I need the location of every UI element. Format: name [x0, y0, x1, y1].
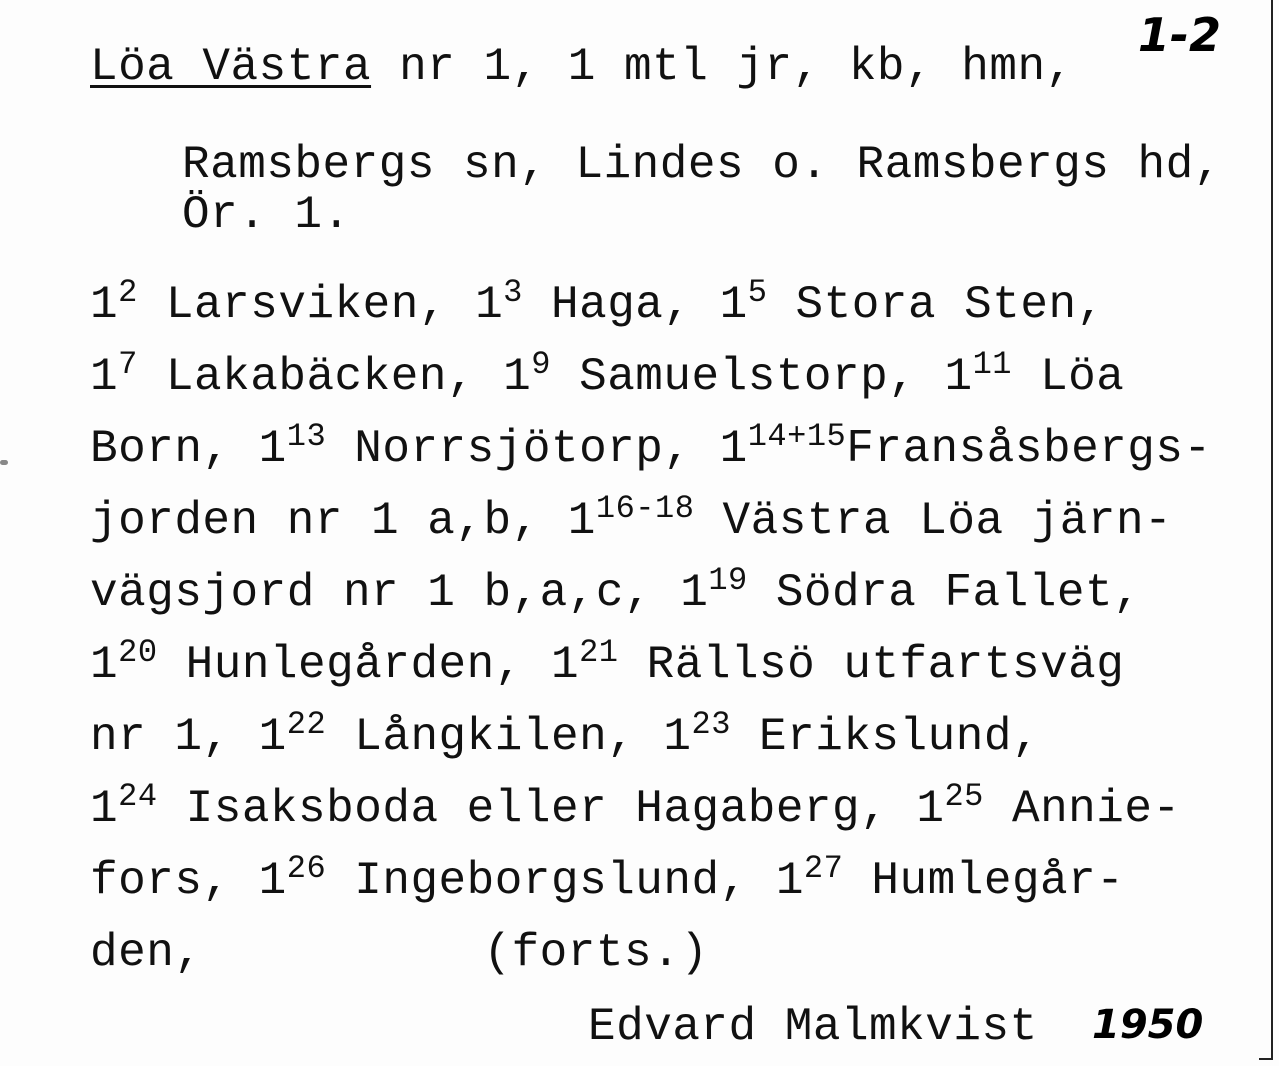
subdivision-line: [90, 778, 1181, 835]
subdivision-text: jorden nr 1 a,b, 1: [90, 495, 596, 547]
subdivision-text: Samuelstorp, 1: [550, 351, 973, 403]
subdivision-line: [90, 927, 709, 979]
subdivision-line: [90, 706, 1041, 763]
subdivision-text: 1: [90, 783, 119, 835]
subdivision-line: [90, 634, 1125, 691]
subdivision-number: 27: [803, 850, 844, 887]
subdivision-line: [90, 490, 1173, 547]
subdivision-number: 24: [118, 778, 158, 815]
subdivision-text: nr 1, 1: [90, 711, 287, 763]
subdivision-line: [90, 346, 1125, 403]
subdivision-text: Erikslund,: [730, 711, 1041, 763]
subdivision-number: 21: [579, 634, 619, 671]
subdivision-text: Hunlegården, 1: [157, 639, 580, 691]
subdivision-number: 22: [286, 706, 327, 743]
county-line: Ör. 1.: [182, 189, 351, 241]
subdivision-text: Södra Fallet,: [747, 567, 1142, 619]
card-edge: [1271, 0, 1273, 1060]
subdivision-text: Isaksboda eller Hagaberg, 1: [157, 783, 945, 835]
subdivision-number: 25: [944, 778, 984, 815]
subdivision-text: 1: [90, 279, 119, 331]
subdivision-text: Haga, 1: [522, 279, 748, 331]
heading-line: [90, 41, 1074, 93]
subdivision-text: Lakabäcken, 1: [137, 351, 532, 403]
subdivision-line: [90, 274, 1105, 331]
subdivision-text: Stora Sten,: [767, 279, 1105, 331]
subdivision-number: 13: [286, 418, 327, 455]
subdivision-number: 11: [972, 346, 1012, 383]
subdivision-text: fors, 1: [90, 855, 287, 907]
subdivision-text: Löa: [1011, 351, 1125, 403]
subdivision-text: Norrsjötorp, 1: [326, 423, 748, 475]
subdivision-number: 14+15: [747, 418, 847, 455]
subdivision-text: Fransåsbergs-: [846, 423, 1212, 475]
subdivision-number: 19: [708, 562, 748, 599]
subdivision-text: Ingeborgslund, 1: [326, 855, 804, 907]
card-number: 1-2: [1137, 8, 1221, 62]
signature: Edvard Malmkvist: [588, 1001, 1038, 1053]
subdivision-number: 23: [691, 706, 731, 743]
subdivision-number: 26: [286, 850, 327, 887]
subdivision-text: Born, 1: [90, 423, 287, 475]
subdivision-text: Humlegår-: [843, 855, 1125, 907]
margin-speck: [0, 460, 8, 465]
subdivision-number: 5: [747, 274, 768, 311]
heading-details: nr 1, 1 mtl jr, kb, hmn,: [371, 41, 1074, 93]
year: 1950: [1092, 1002, 1204, 1048]
subdivision-text: Långkilen, 1: [326, 711, 692, 763]
subdivision-number: 2: [118, 274, 138, 311]
subdivision-number: 7: [118, 346, 138, 383]
subdivision-text: Annie-: [983, 783, 1181, 835]
subdivision-text: vägsjord nr 1 b,a,c, 1: [90, 567, 709, 619]
place-name: Löa Västra: [90, 41, 372, 93]
subdivision-text: den, (forts.): [90, 927, 709, 979]
subdivision-number: 16-18: [595, 490, 695, 527]
subdivision-text: Västra Löa järn-: [694, 495, 1173, 547]
subdivision-text: Larsviken, 1: [137, 279, 504, 331]
subdivision-number: 3: [503, 274, 523, 311]
subdivision-line: [90, 562, 1142, 619]
subdivision-text: Rällsö utfartsväg: [618, 639, 1125, 691]
card-corner-mark: [1259, 1058, 1273, 1060]
parish-line: Ramsbergs sn, Lindes o. Ramsbergs hd,: [182, 139, 1222, 191]
subdivision-number: 20: [118, 634, 158, 671]
subdivision-line: [90, 850, 1125, 907]
subdivision-line: [90, 418, 1212, 475]
subdivision-text: 1: [90, 351, 119, 403]
subdivision-number: 9: [531, 346, 551, 383]
subdivision-text: 1: [90, 639, 119, 691]
